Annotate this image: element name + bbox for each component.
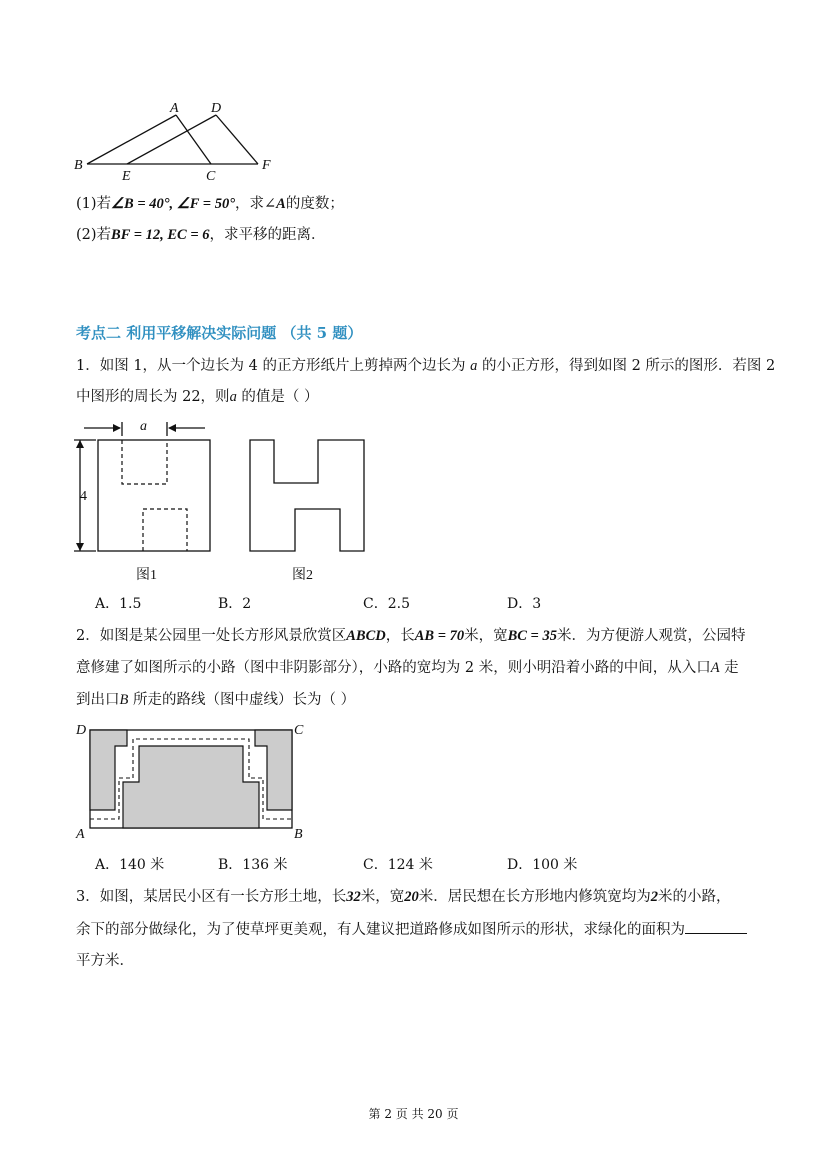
q2-option-d[interactable]: D．100 米: [507, 857, 578, 873]
label-e: E: [122, 169, 131, 183]
fig1-label-4: 4: [80, 489, 87, 504]
fig1-dashed-bottom-square: [143, 509, 187, 551]
q2-line-1: 2．如图是某公园里一处长方形风景欣赏区ABCD，长AB = 70米，宽BC = 35米．为方便游人观赏，公园特: [76, 628, 746, 644]
segment-ba: [87, 115, 176, 164]
q2-park-figure: [70, 718, 315, 843]
page-footer: 第 2 页 共 20 页: [368, 1107, 459, 1121]
q1-line-2: 中图形的周长为 22，则a 的值是（ ）: [76, 389, 319, 405]
label-f: F: [262, 158, 271, 173]
fig2-h-shape: [250, 440, 364, 551]
question-part-1: (1)若∠B = 40°, ∠F = 50°，求∠A的度数；: [76, 196, 344, 212]
q2-option-a[interactable]: A．140 米: [95, 857, 165, 873]
arrow-head-left: [168, 424, 176, 432]
q2-line-3: 到出口B 所走的路线（图中虚线）长为（ ）: [76, 692, 356, 708]
q1-option-c[interactable]: C．2.5: [363, 596, 410, 612]
label-c: C: [206, 169, 216, 183]
park-shaded-center: [123, 746, 259, 828]
fig1-square: [98, 440, 210, 551]
question-part-2: (2)若BF = 12, EC = 6，求平移的距离．: [76, 227, 326, 243]
translation-triangle-figure: [70, 98, 285, 183]
fig2-caption: 图2: [292, 568, 313, 583]
label-d: D: [211, 101, 222, 116]
arrow-head-up: [76, 440, 84, 448]
q3-line-3: 平方米．: [76, 953, 134, 969]
label-b: B: [74, 158, 83, 173]
label-a: A: [170, 101, 179, 116]
q2-line-2: 意修建了如图所示的小路（图中非阴影部分），小路的宽均为 2 米，则小明沿着小路的中间，从入口A 走: [76, 660, 739, 676]
q1-figure: [70, 412, 380, 588]
q1-option-a[interactable]: A．1.5: [95, 596, 142, 612]
fig1-dashed-top-square: [122, 440, 167, 484]
answer-blank[interactable]: [685, 919, 747, 934]
fig1-caption: 图1: [136, 568, 157, 583]
park-label-b: B: [294, 827, 303, 842]
park-label-c: C: [294, 723, 304, 738]
q3-line-2: 余下的部分做绿化，为了使草坪更美观，有人建议把道路修成如图所示的形状，求绿化的面积为: [76, 919, 747, 940]
section-heading: 考点二 利用平移解决实际问题 （共 5 题）: [76, 324, 363, 342]
fig1-label-a: a: [140, 419, 147, 434]
segment-ed: [127, 115, 216, 164]
segment-ac: [176, 115, 211, 164]
segment-df: [216, 115, 258, 164]
arrow-head-down: [76, 543, 84, 551]
q1-option-d[interactable]: D．3: [507, 596, 542, 612]
park-label-a: A: [76, 827, 85, 842]
q1-line-1: 1．如图 1，从一个边长为 4 的正方形纸片上剪掉两个边长为 a 的小正方形，得到如图 2 所示的图形．若图 2: [76, 358, 776, 374]
q1-option-b[interactable]: B．2: [218, 596, 252, 612]
q2-option-b[interactable]: B．136 米: [218, 857, 288, 873]
park-label-d: D: [76, 723, 87, 738]
arrow-head-right: [113, 424, 121, 432]
q2-option-c[interactable]: C．124 米: [363, 857, 433, 873]
q3-line-1: 3．如图，某居民小区有一长方形土地，长32米，宽20米．居民想在长方形地内修筑宽均为2米的小路，: [76, 889, 731, 905]
